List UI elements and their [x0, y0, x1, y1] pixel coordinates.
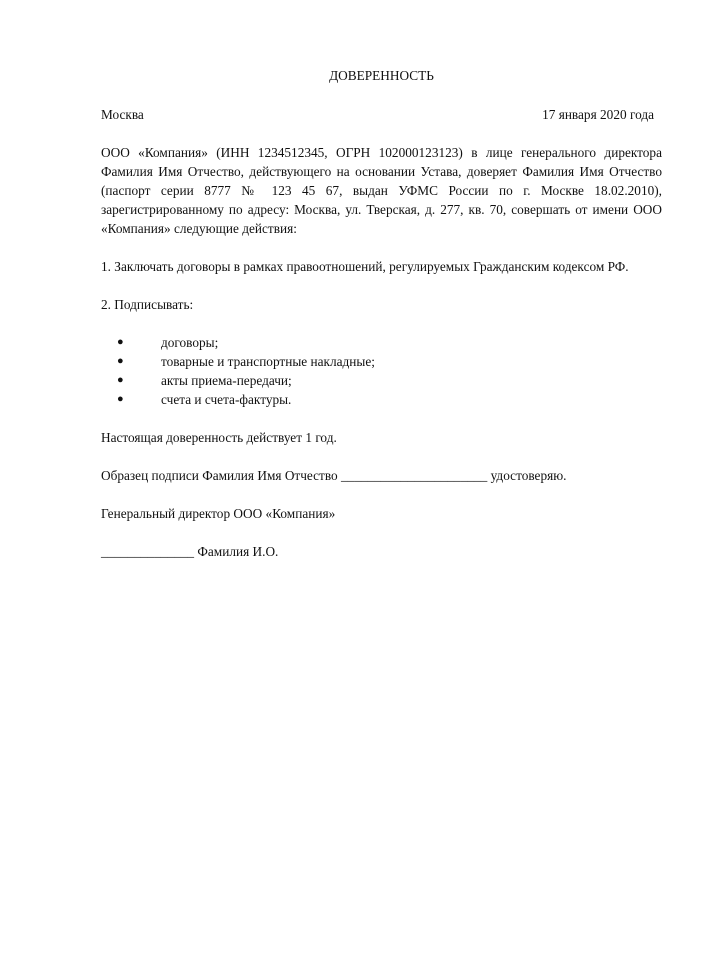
list-item — [101, 333, 662, 352]
list-item-text: договоры; — [161, 335, 219, 350]
list-item — [101, 390, 662, 409]
document-body — [101, 66, 662, 561]
bullet-icon: ● — [117, 355, 124, 367]
director-line: Генеральный директор ООО «Компания» — [101, 506, 336, 521]
sample-signature-paragraph: Образец подписи Фамилия Имя Отчество ______________________ удостоверяю. — [101, 468, 567, 483]
bullet-list — [101, 333, 662, 409]
document-city: Москва — [101, 107, 144, 122]
document-date: 17 января 2020 года — [542, 107, 654, 122]
document-title: ДОВЕРЕННОСТЬ — [329, 68, 434, 83]
bullet-icon: ● — [117, 393, 124, 405]
list-item-text: счета и счета-фактуры. — [161, 392, 292, 407]
validity-paragraph: Настоящая доверенность действует 1 год. — [101, 430, 337, 445]
signature-line: ______________ Фамилия И.О. — [101, 544, 279, 559]
item-1-paragraph: 1. Заключать договоры в рамках правоотношений, регулируемых Гражданским кодексом РФ. — [101, 259, 629, 274]
list-item-text: товарные и транспортные накладные; — [161, 354, 375, 369]
bullet-icon: ● — [117, 374, 124, 386]
list-item — [101, 352, 662, 371]
place-date-row — [101, 105, 662, 124]
intro-paragraph: ООО «Компания» (ИНН 1234512345, ОГРН 102000123123) в лице генерального директора Фамилия Имя Отчество, действующего на основании Устава, доверяет Фамилия Имя Отчество (паспорт серии 8777 № 123 45 67, выдан УФМС России по г. Москве 18.02.2010), зарегистрированному по адресу: Москва, ул. Тверская, д. 277, кв. 70, совершать от имени ООО «Компания» следующие действия: — [101, 145, 662, 236]
bullet-icon: ● — [117, 336, 124, 348]
item-2-paragraph: 2. Подписывать: — [101, 297, 194, 312]
list-item — [101, 371, 662, 390]
list-item-text: акты приема-передачи; — [161, 373, 292, 388]
